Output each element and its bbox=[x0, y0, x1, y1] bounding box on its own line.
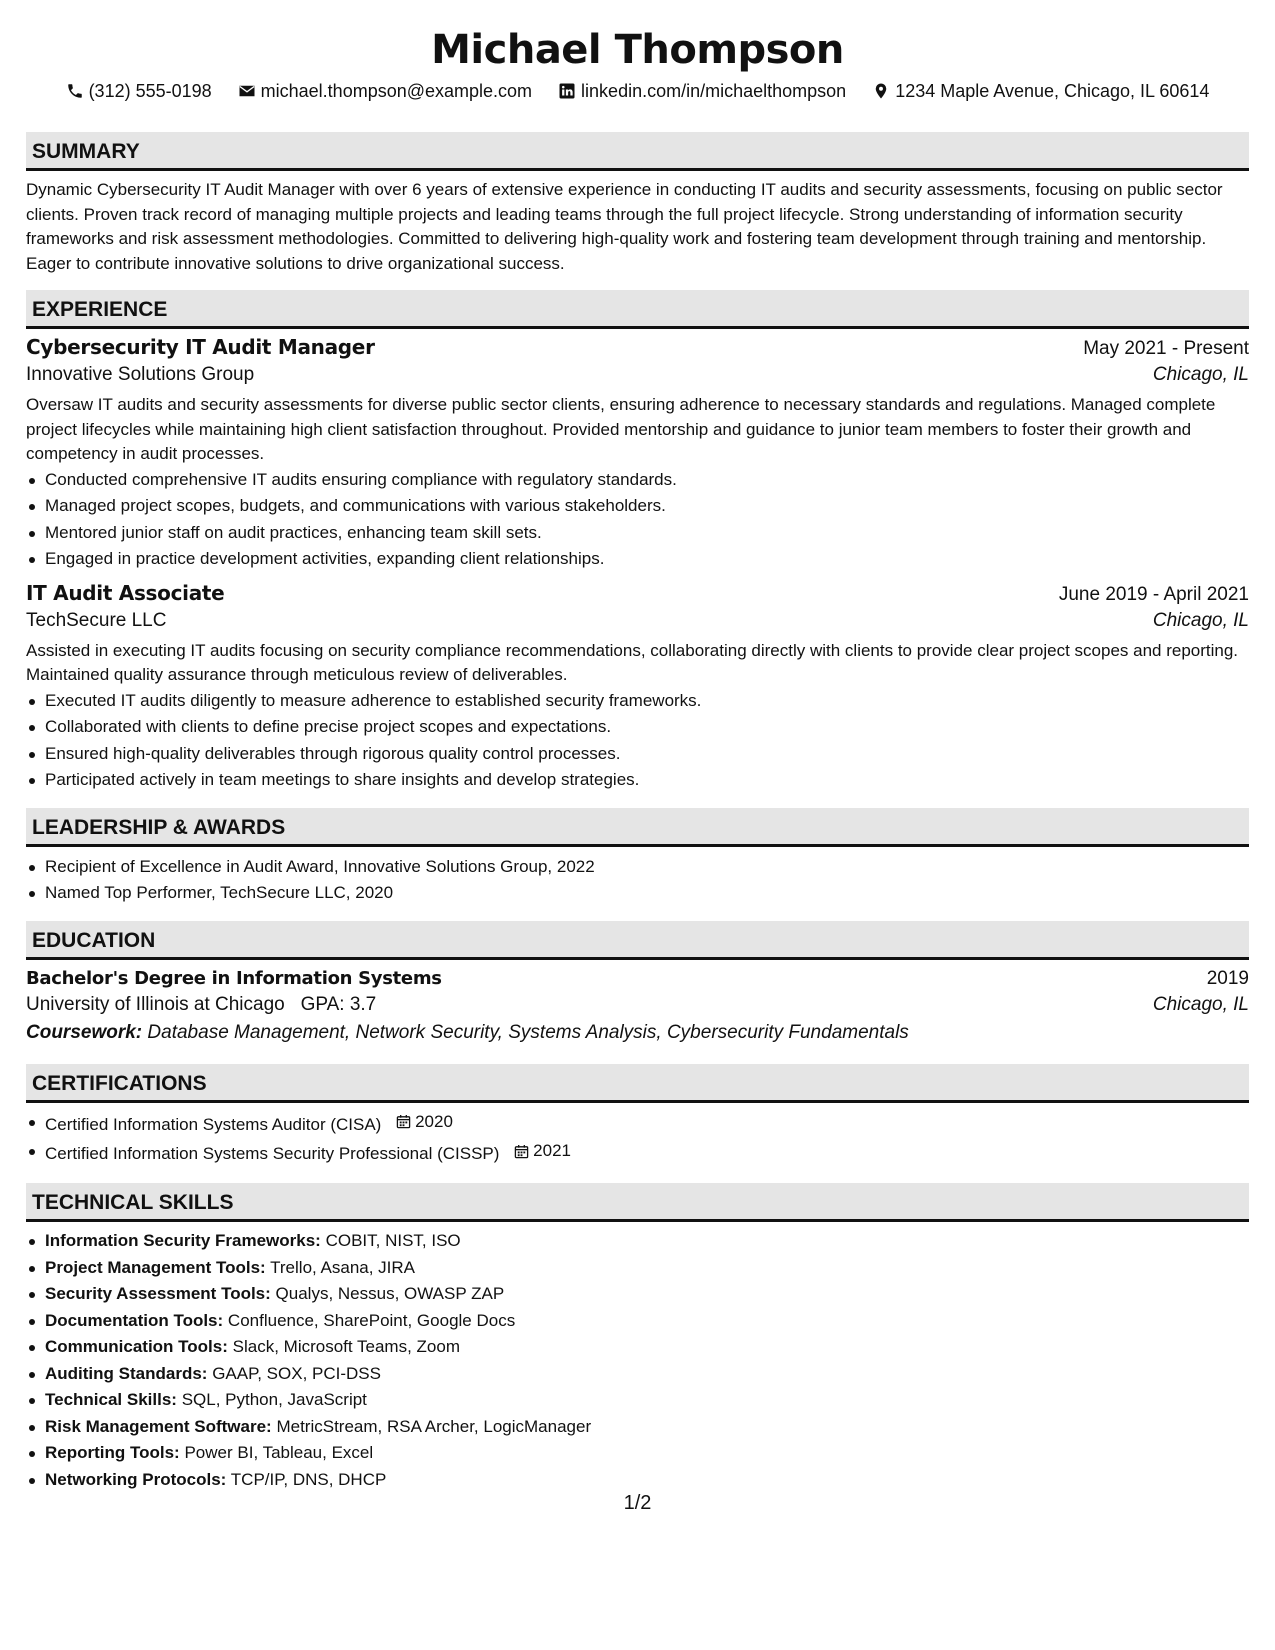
resume-page bbox=[26, 0, 1249, 1493]
cert-name: Certified Information Systems Auditor (CISA) bbox=[45, 1114, 382, 1134]
phone-text: (312) 555-0198 bbox=[88, 81, 212, 101]
coursework-list: Database Management, Network Security, Systems Analysis, Cybersecurity Fundamentals bbox=[147, 1021, 909, 1043]
skill-label: Auditing Standards: bbox=[45, 1363, 208, 1383]
linkedin-icon bbox=[558, 82, 576, 100]
section-heading: TECHNICAL SKILLS bbox=[26, 1183, 1249, 1222]
phone-icon bbox=[66, 82, 84, 100]
skill-value: Confluence, SharePoint, Google Docs bbox=[227, 1310, 516, 1330]
section-heading: LEADERSHIP & AWARDS bbox=[26, 808, 1249, 847]
list-item bbox=[26, 1414, 1249, 1441]
job-title: IT Audit Associate bbox=[26, 580, 225, 605]
school-name: University of Illinois at Chicago bbox=[26, 993, 285, 1015]
list-item: Mentored junior staff on audit practices, enhancing team skill sets. bbox=[26, 520, 1249, 547]
skill-value: TCP/IP, DNS, DHCP bbox=[230, 1469, 387, 1489]
skill-value: Qualys, Nessus, OWASP ZAP bbox=[275, 1284, 505, 1303]
list-item: Collaborated with clients to define precise project scopes and expectations. bbox=[26, 714, 1249, 741]
cert-name: Certified Information Systems Security Professional (CISSP) bbox=[45, 1143, 500, 1163]
list-item bbox=[26, 1138, 1249, 1167]
skill-label: Documentation Tools: bbox=[45, 1310, 224, 1330]
experience-section bbox=[26, 290, 1249, 794]
map-pin-icon bbox=[872, 82, 890, 100]
list-item bbox=[26, 1361, 1249, 1388]
calendar-icon bbox=[396, 1114, 411, 1129]
skill-label: Security Assessment Tools: bbox=[45, 1284, 271, 1303]
skill-value: Trello, Asana, JIRA bbox=[270, 1257, 416, 1277]
list-item: Managed project scopes, budgets, and communications with various stakeholders. bbox=[26, 493, 1249, 520]
list-item: Participated actively in team meetings to share insights and develop strategies. bbox=[26, 767, 1249, 794]
school-location: Chicago, IL bbox=[1152, 993, 1249, 1015]
skill-value: GAAP, SOX, PCI-DSS bbox=[212, 1363, 381, 1383]
contact-linkedin[interactable] bbox=[558, 79, 846, 103]
skill-label: Technical Skills: bbox=[45, 1390, 177, 1409]
section-heading: EDUCATION bbox=[26, 921, 1249, 960]
skill-label: Risk Management Software: bbox=[45, 1416, 272, 1436]
skill-value: COBIT, NIST, ISO bbox=[325, 1231, 461, 1250]
leadership-list bbox=[26, 854, 1249, 907]
coursework-label: Coursework: bbox=[26, 1021, 143, 1043]
list-item bbox=[26, 1467, 1249, 1494]
list-item bbox=[26, 1281, 1249, 1308]
list-item bbox=[26, 1440, 1249, 1467]
job-company: TechSecure LLC bbox=[26, 609, 167, 631]
education-section bbox=[26, 921, 1249, 1044]
linkedin-text: linkedin.com/in/michaelthompson bbox=[581, 81, 847, 101]
address-text: 1234 Maple Avenue, Chicago, IL 60614 bbox=[895, 81, 1210, 101]
skill-value: SQL, Python, JavaScript bbox=[181, 1390, 367, 1409]
skills-section bbox=[26, 1183, 1249, 1493]
graduation-year: 2019 bbox=[1206, 967, 1249, 989]
list-item: Named Top Performer, TechSecure LLC, 2020 bbox=[26, 880, 1249, 907]
list-item bbox=[26, 1109, 1249, 1138]
degree-title: Bachelor's Degree in Information Systems bbox=[26, 967, 442, 989]
summary-text: Dynamic Cybersecurity IT Audit Manager with over 6 years of extensive experience in conducting IT audits and security assessments, focusing on public sector clients. Proven track record of managing multiple projects and leading teams through the full project lifecycle. Strong understanding of information security frameworks and risk assessment methodologies. Committed to delivering high-quality work and fostering team development through training and mentorship. Eager to contribute innovative solutions to drive organizational success. bbox=[26, 180, 1223, 273]
job-location: Chicago, IL bbox=[1152, 364, 1249, 385]
job-location: Chicago, IL bbox=[1152, 609, 1249, 631]
list-item: Recipient of Excellence in Audit Award, Innovative Solutions Group, 2022 bbox=[26, 854, 1249, 881]
list-item: Executed IT audits diligently to measure adherence to established security frameworks. bbox=[26, 688, 1249, 715]
contact-phone bbox=[66, 79, 212, 103]
list-item: Ensured high-quality deliverables through rigorous quality control processes. bbox=[26, 741, 1249, 768]
list-item bbox=[26, 1228, 1249, 1255]
list-item bbox=[26, 1255, 1249, 1282]
list-item: Engaged in practice development activities, expanding client relationships. bbox=[26, 546, 1249, 573]
contact-email[interactable] bbox=[238, 79, 532, 103]
certifications-list bbox=[26, 1109, 1249, 1168]
page-number: 1/2 bbox=[623, 1492, 652, 1514]
section-heading: CERTIFICATIONS bbox=[26, 1064, 1249, 1103]
job-dates: May 2021 - Present bbox=[1083, 338, 1249, 359]
job-description: Oversaw IT audits and security assessments for diverse public sector clients, ensuring adherence to necessary standards and regulations. Managed complete project lifecycles while maintaining high client satisfaction throughout. Provided mentorship and guidance to junior team members to foster their growth and competency in audit processes. bbox=[26, 395, 1216, 463]
cert-year: 2020 bbox=[415, 1111, 453, 1131]
job-entry bbox=[26, 581, 1249, 794]
job-bullets bbox=[26, 688, 1249, 794]
skill-value: Slack, Microsoft Teams, Zoom bbox=[232, 1337, 460, 1356]
coursework bbox=[26, 1022, 1249, 1044]
list-item bbox=[26, 1387, 1249, 1414]
cert-year: 2021 bbox=[533, 1140, 571, 1160]
job-title: Cybersecurity IT Audit Manager bbox=[26, 335, 375, 359]
contact-address bbox=[872, 79, 1209, 103]
list-item: Conducted comprehensive IT audits ensuring compliance with regulatory standards. bbox=[26, 467, 1249, 494]
skill-value: MetricStream, RSA Archer, LogicManager bbox=[276, 1416, 592, 1436]
skill-label: Communication Tools: bbox=[45, 1337, 228, 1356]
skill-label: Information Security Frameworks: bbox=[45, 1231, 321, 1250]
leadership-section bbox=[26, 808, 1249, 907]
skill-label: Networking Protocols: bbox=[45, 1469, 227, 1489]
skill-value: Power BI, Tableau, Excel bbox=[184, 1443, 374, 1462]
skills-list bbox=[26, 1228, 1249, 1493]
job-dates: June 2019 - April 2021 bbox=[1058, 583, 1249, 605]
certifications-section bbox=[26, 1064, 1249, 1168]
skill-label: Reporting Tools: bbox=[45, 1443, 180, 1462]
skill-label: Project Management Tools: bbox=[45, 1257, 266, 1277]
summary-section bbox=[26, 132, 1249, 276]
calendar-icon bbox=[514, 1144, 529, 1159]
gpa: GPA: 3.7 bbox=[300, 993, 377, 1015]
job-description: Assisted in executing IT audits focusing on security compliance recommendations, collaborating directly with clients to provide clear project scopes and reporting. Maintained quality assurance through meticulous review of deliverables. bbox=[26, 640, 1239, 684]
section-heading: SUMMARY bbox=[26, 132, 1249, 171]
section-heading: EXPERIENCE bbox=[26, 290, 1249, 329]
email-text: michael.thompson@example.com bbox=[260, 81, 533, 101]
job-entry bbox=[26, 335, 1249, 573]
candidate-name: Michael Thompson bbox=[431, 27, 844, 73]
contact-bar bbox=[26, 79, 1249, 103]
job-bullets bbox=[26, 467, 1249, 573]
job-company: Innovative Solutions Group bbox=[26, 364, 255, 385]
list-item bbox=[26, 1334, 1249, 1361]
list-item bbox=[26, 1308, 1249, 1335]
envelope-icon bbox=[238, 82, 256, 100]
